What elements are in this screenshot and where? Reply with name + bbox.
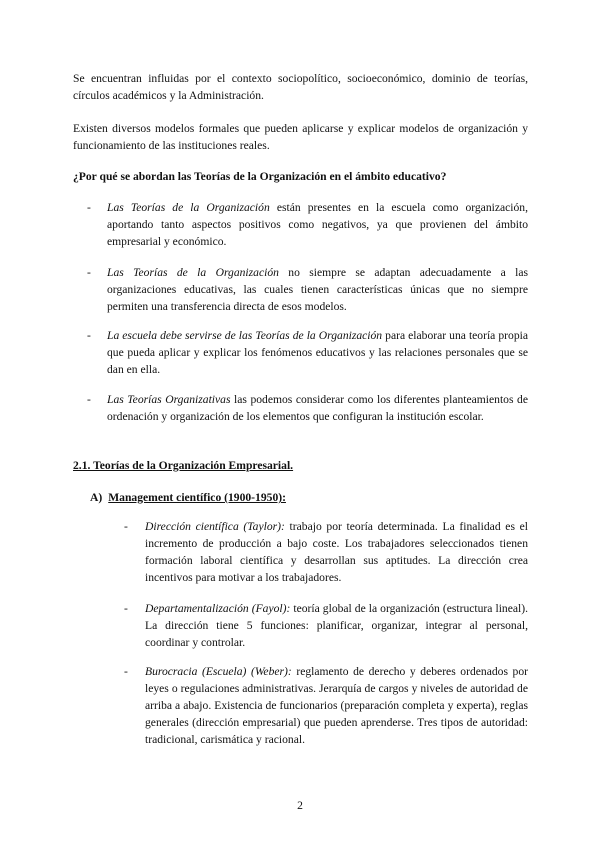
list-item-text: para elaborar una teoría propia que pueda aplicar y explicar los fenómenos educativos y las relaciones personales que se dan en ella. [107, 329, 528, 376]
list-item [124, 600, 528, 651]
dash-marker: - [87, 393, 91, 406]
dash-marker: - [124, 520, 128, 533]
intro-paragraph-1: Se encuentran influidas por el contexto sociopolítico, socioeconómico, dominio de teorías, círculos académicos y la Administración. [73, 72, 528, 102]
list-item [124, 663, 528, 748]
dash-marker: - [87, 266, 91, 279]
dash-marker: - [87, 329, 91, 342]
list-item-lead: La escuela debe servirse de las Teorías de la Organización [107, 329, 383, 342]
sub-bullet-list [124, 663, 528, 748]
dash-marker: - [124, 665, 128, 678]
bullet-list [87, 199, 528, 250]
list-item-lead: Las Teorías Organizativas [107, 393, 231, 406]
intro-paragraph-2: Existen diversos modelos formales que pueden aplicarse y explicar modelos de organización y funcionamiento de las instituciones reales. [73, 122, 528, 152]
sub-bullet-list [124, 518, 528, 586]
list-item-text: las podemos considerar como los diferentes planteamientos de ordenación y organización de los elementos que configuran la institución escolar. [107, 393, 528, 423]
section-heading: 2.1. Teorías de la Organización Empresarial. [73, 459, 294, 472]
question-heading: ¿Por qué se abordan las Teorías de la Organización en el ámbito educativo? [73, 170, 447, 183]
list-item-text: trabajo por teoría determinada. La finalidad es el incremento de producción a bajo coste. Los trabajadores seleccionados tienen formación laboral científica y desarrollan sus aptitudes. La dirección crea incentivos para motivar a los trabajadores. [145, 520, 528, 584]
list-item-lead: Dirección científica (Taylor): [145, 520, 285, 533]
list-item-lead: Departamentalización (Fayol): [145, 602, 291, 615]
list-item [87, 327, 528, 378]
list-item [124, 518, 528, 586]
list-item-lead: Burocracia (Escuela) (Weber): [145, 665, 292, 678]
subsection-letter: A) [90, 491, 103, 504]
list-item-text: están presentes en la escuela como organización, aportando tanto aspectos positivos como negativos, ya que provienen del ámbito empresarial y económico. [107, 201, 529, 248]
dash-marker: - [124, 602, 128, 615]
list-item-lead: Las Teorías de la Organización [107, 266, 279, 279]
list-item-lead: Las Teorías de la Organización [107, 201, 270, 214]
list-item-text: reglamento de derecho y deberes ordenados por leyes o regulaciones administrativas. Jerarquía de cargos y niveles de autoridad de arriba a abajo. Existencia de funcionarios (preparación completa y experta), reglas generales (dirección empresarial) que pueden aprenderse. Tres tipos de autoridad: tradicional, carismática y racional. [145, 665, 529, 746]
subsection-title: Management científico (1900-1950): [108, 491, 286, 504]
bullet-list [87, 391, 528, 425]
bullet-list [87, 264, 528, 315]
list-item [87, 264, 528, 315]
list-item [87, 391, 528, 425]
dash-marker: - [87, 201, 91, 214]
list-item-text: no siempre se adaptan adecuadamente a las organizaciones educativas, las cuales tienen características únicas que no siempre permiten una transferencia directa de esos modelos. [107, 266, 529, 313]
list-item-text: teoría global de la organización (estructura lineal). La dirección tiene 5 funciones: planificar, organizar, integrar al personal, coordinar y controlar. [145, 602, 528, 649]
page-number: 2 [297, 799, 303, 812]
sub-bullet-list [124, 600, 528, 651]
subsection-heading [90, 489, 286, 506]
bullet-list [87, 327, 528, 378]
list-item [87, 199, 528, 250]
